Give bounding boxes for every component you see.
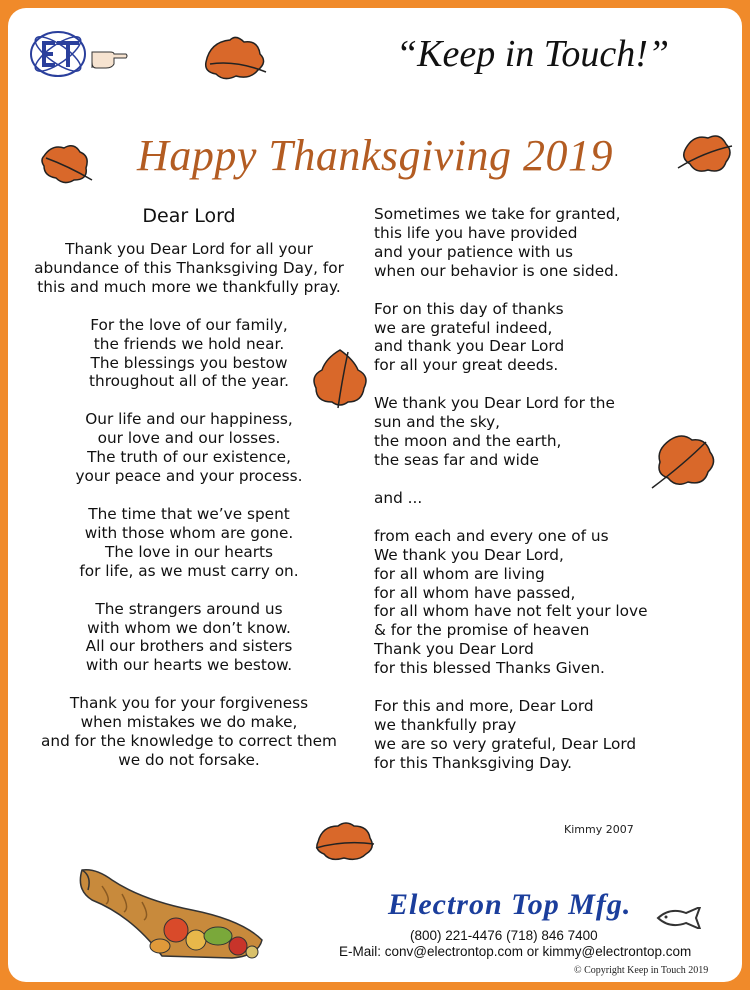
poem-line: throughout all of the year. [89,372,289,391]
poem-stanza [374,394,734,470]
poem-line: The strangers around us [95,599,283,618]
poem-line: for life, as we must carry on. [79,561,299,580]
electron-top-logo-icon [28,28,90,80]
copyright: © Copyright Keep in Touch 2019 [574,965,709,976]
poem-line: sun and the sky, [374,413,501,432]
poem-line: this and much more we thankfully pray. [37,277,341,296]
poem-line: when our behavior is one sided. [374,261,619,280]
poem-left-column [22,205,356,789]
poem-stanza [22,600,356,676]
tagline: “Keep in Touch!” [396,33,670,75]
poem-line: Sometimes we take for granted, [374,205,621,223]
poem-line: for all whom have passed, [374,583,576,602]
poem-line: we are grateful indeed, [374,318,553,337]
poem-line: The love in our hearts [105,542,273,561]
poem-line: We thank you Dear Lord, [374,545,564,564]
page-title: Happy Thanksgiving 2019 [137,131,613,180]
poem-line: we thankfully pray [374,715,517,734]
autumn-leaf-icon [200,32,270,84]
poem-line: Our life and our happiness, [85,410,293,429]
right-stanzas [374,205,734,773]
poem-line: For the love of our family, [90,315,288,334]
letter-page [8,8,742,982]
poem-line: with our hearts we bestow. [85,656,293,675]
poem-heading: Dear Lord [142,205,236,227]
poem-stanza [22,316,356,392]
poem-line: for this blessed Thanks Given. [374,659,605,678]
cornucopia-icon [72,860,272,962]
poem-line: this life you have provided [374,223,578,242]
poem-line: and for the knowledge to correct them [41,732,337,751]
poem-right-column [374,205,734,792]
autumn-leaf-icon [312,818,376,864]
poem-line: We thank you Dear Lord for the [374,394,615,413]
poem-line: The truth of our existence, [87,448,291,467]
poem-line: The time that we’ve spent [88,504,290,523]
poem-line: The blessings you bestow [90,353,288,372]
poem-line: we do not forsake. [118,750,260,769]
autumn-leaf-icon [676,128,736,178]
phone-numbers: (800) 221-4476 (718) 846 7400 [410,928,598,943]
poem-stanza [374,205,734,281]
poem-line: Thank you Dear Lord [374,640,534,659]
poem-line: For on this day of thanks [374,299,564,318]
poem-line: the friends we hold near. [93,334,285,353]
poem-line: your peace and your process. [75,467,303,486]
poem-line: for all whom have not felt your love [374,602,648,621]
poem-line: from each and every one of us [374,526,609,545]
poem-line: the seas far and wide [374,450,539,469]
poem-line: for all whom are living [374,564,545,583]
autumn-leaf-icon [38,140,94,186]
poem-stanza [22,410,356,486]
poem-stanza [374,527,734,678]
poem-line: All our brothers and sisters [85,637,293,656]
poem-stanza [374,697,734,773]
poem-line: the moon and the earth, [374,432,562,451]
poem-line: with whom we don’t know. [87,618,291,637]
poem-line: For this and more, Dear Lord [374,697,594,716]
poem-stanza [374,489,734,508]
company-name: Electron Top Mfg. [388,888,632,921]
poem-line: and thank you Dear Lord [374,337,565,356]
poem-line: Thank you Dear Lord for all your [65,240,313,258]
poem-stanza [22,694,356,770]
poem-line: for this Thanksgiving Day. [374,753,573,772]
poem-line: for all your great deeds. [374,356,559,375]
poem-line: when mistakes we do make, [80,713,298,732]
poem-line: & for the promise of heaven [374,621,590,640]
poem-line: and ... [374,488,423,507]
poem-stanza [374,300,734,376]
poem-line: we are so very grateful, Dear Lord [374,734,637,753]
poem-stanza [22,240,356,297]
poem-line: Thank you for your forgiveness [69,694,309,713]
email-line: E-Mail: conv@electrontop.com or kimmy@electrontop.com [339,944,692,959]
poem-stanza [22,505,356,581]
poem-line: abundance of this Thanksgiving Day, for [34,258,344,277]
poem-line: our love and our losses. [97,429,281,448]
pointing-hand-icon [88,42,128,70]
poem-line: with those whom are gone. [84,523,294,542]
left-stanzas [22,240,356,770]
fish-icon [656,907,702,929]
poem-author: Kimmy 2007 [564,823,634,836]
poem-line: and your patience with us [374,242,574,261]
